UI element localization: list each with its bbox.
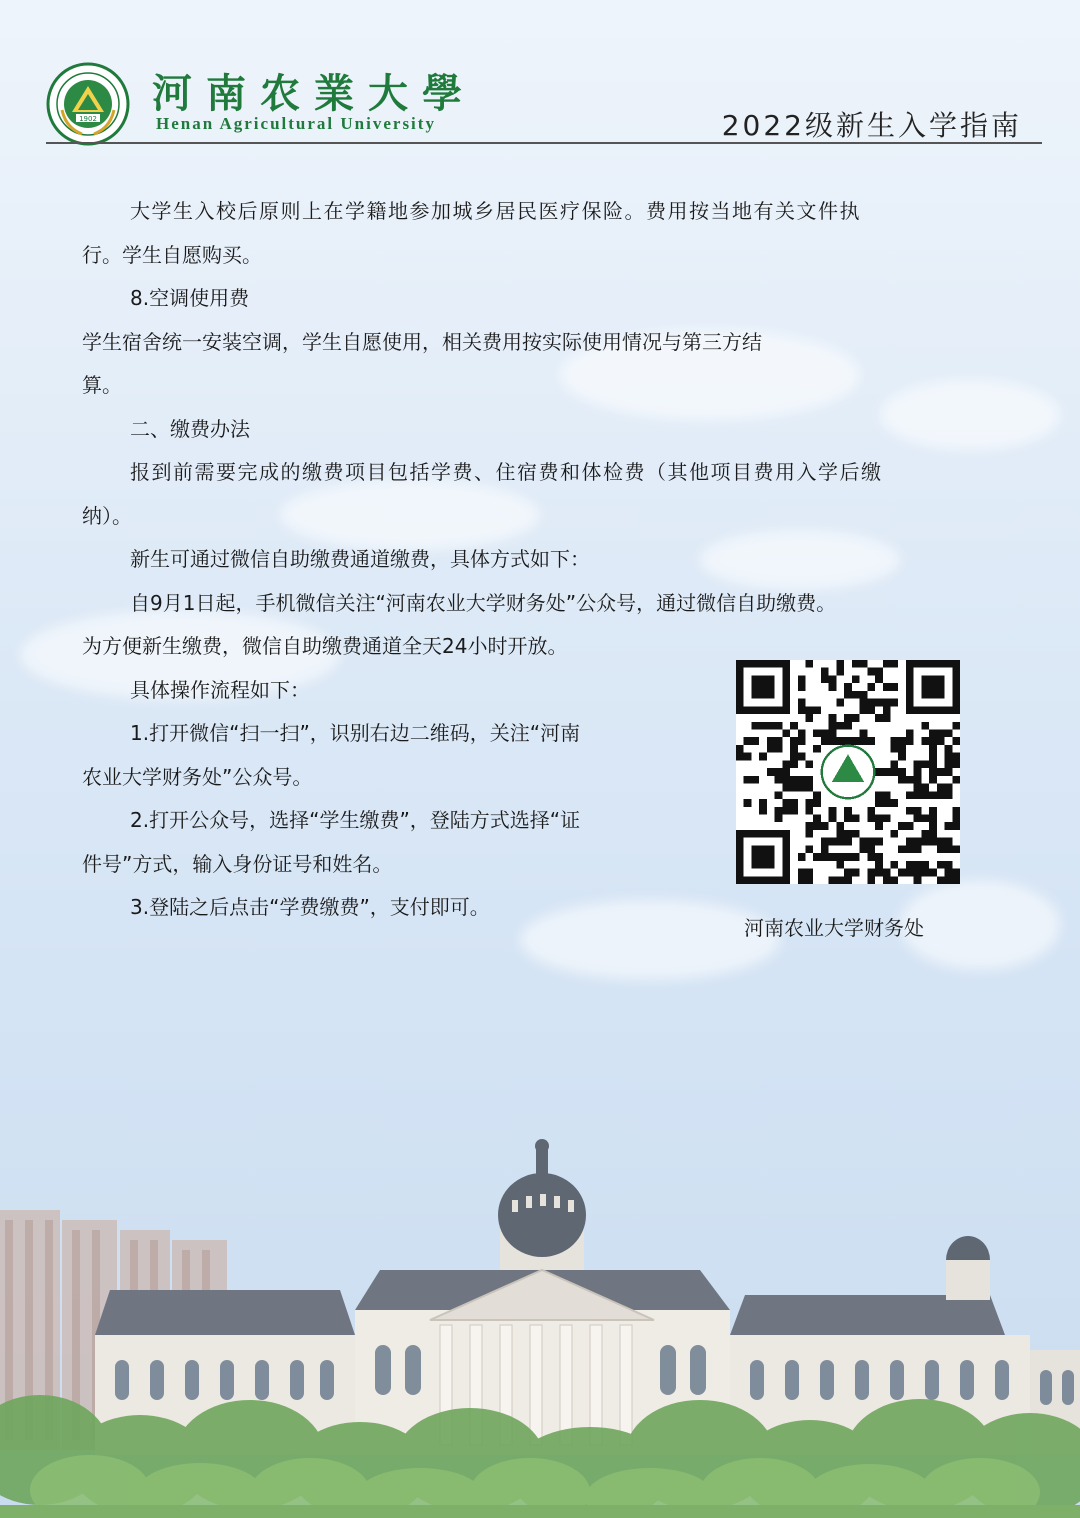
- university-name-english: Henan Agricultural University: [156, 114, 436, 133]
- svg-text:1902: 1902: [79, 115, 97, 123]
- qr-caption: 河南农业大学财务处: [744, 916, 924, 940]
- qr-code-icon[interactable]: [736, 660, 960, 884]
- paragraph-wechat-line2: 为方便新生缴费，微信自助缴费通道全天24小时开放。: [82, 634, 568, 658]
- paragraph-fees-line1: 报到前需要完成的缴费项目包括学费、住宿费和体检费（其他项目费用入学后缴: [130, 460, 883, 484]
- paragraph-ac-line1: 学生宿舍统一安装空调，学生自愿使用，相关费用按实际使用情况与第三方结: [82, 329, 762, 354]
- step-1-line2: 农业大学财务处”公众号。: [82, 764, 313, 789]
- paragraph-steps-intro: 具体操作流程如下：: [130, 677, 310, 702]
- university-seal-icon: [46, 62, 130, 146]
- paragraph-fees-line2: 纳）。: [82, 503, 132, 528]
- header-divider: [46, 142, 1042, 144]
- campus-building-illustration: [0, 1120, 1080, 1518]
- step-2-line1: 2.打开公众号，选择“学生缴费”，登陆方式选择“证: [130, 808, 581, 832]
- heading-air-conditioning: 8.空调使用费: [130, 286, 250, 310]
- paragraph-wechat-intro: 新生可通过微信自助缴费通道缴费，具体方式如下：: [130, 547, 590, 571]
- heading-payment-method: 二、缴费办法: [130, 416, 250, 441]
- step-1-line1: 1.打开微信“扫一扫”，识别右边二维码，关注“河南: [130, 721, 581, 745]
- paragraph-insurance-line1: 大学生入校后原则上在学籍地参加城乡居民医疗保险。费用按当地有关文件执: [130, 199, 861, 223]
- step-3: 3.登陆之后点击“学费缴费”，支付即可。: [130, 895, 490, 919]
- guide-title: 2022级新生入学指南: [721, 109, 1022, 142]
- step-2-line2: 件号”方式，输入身份证号和姓名。: [82, 851, 393, 876]
- header: [0, 0, 1080, 150]
- paragraph-ac-line2: 算。: [82, 373, 122, 397]
- paragraph-wechat-line1: 自9月1日起，手机微信关注“河南农业大学财务处”公众号，通过微信自助缴费。: [130, 590, 837, 615]
- paragraph-insurance-line2: 行。学生自愿购买。: [82, 242, 262, 267]
- university-name-chinese: 河南农業大學: [152, 70, 476, 117]
